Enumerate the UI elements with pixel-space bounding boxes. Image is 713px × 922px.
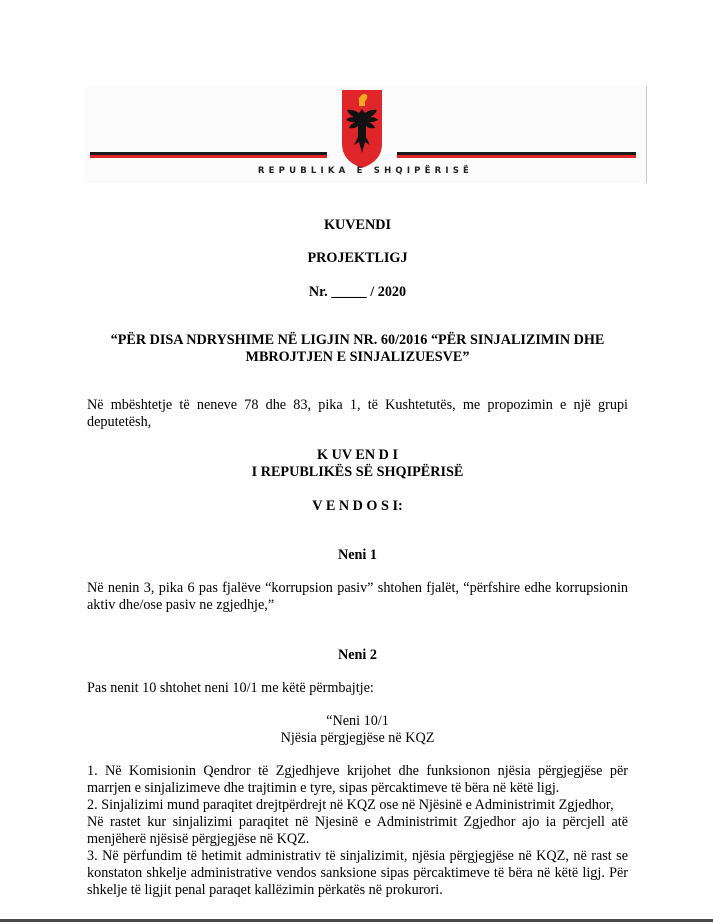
doc-number: Nr. _____ / 2020 [308,284,407,300]
coat-of-arms-icon [341,89,383,169]
preamble-paragraph [87,397,628,431]
assembly-name-line-2: I REPUBLIKËS SË SHQIPËRISË [251,464,464,480]
header-banner [85,86,647,183]
inserted-article-line: 3. Në përfundim të hetimit administrativ të sinjalizimit, njësia përgjegjëse në KQZ, në rast se [87,848,628,864]
doc-title-line-1: “PËR DISA NDRYSHIME NË LIGJIN NR. 60/2016 “PËR SINJALIZIMIN DHE [110,332,605,348]
inserted-article-line: konstaton shkelje administrative vendos sanksione sipas përcaktimeve të bëra në këtë ligj. Për [87,865,628,881]
inserted-article-body [87,763,628,899]
header-stripe-left-red [90,155,327,158]
inserted-article-line: marrjen e sinjalizimeve dhe trajtimin e tyre, sipas përcaktimeve të bëra në këtë ligj. [87,780,560,796]
article-1-line: Në nenin 3, pika 6 pas fjalëve “korrupsion pasiv” shtohen fjalët, “përfshire edhe korrupsionin [87,580,628,596]
inserted-article-line: Në rastet kur sinjalizimi paraqitet në Njesinë e Administrimit Zgjedhor ajo ia përcjell atë [87,814,628,830]
article-1-paragraph [87,580,628,614]
doc-type-heading: PROJEKTLIGJ [307,250,408,266]
assembly-name-line-1: K UV EN D I [317,447,398,463]
doc-title-line-2: MBROJTJEN E SINJALIZUESVE” [245,349,470,365]
preamble-line: Në mbështetje të neneve 78 dhe 83, pika 1, të Kushtetutës, me propozimin e një grupi [87,397,628,413]
decides-heading: V E N D O S I: [312,498,403,514]
assembly-heading: KUVENDI [323,217,391,233]
article-2-line: Pas nenit 10 shtohet neni 10/1 me këtë përmbajtje: [87,680,374,696]
article-1-heading: Neni 1 [337,547,377,563]
inserted-article-heading: “Neni 10/1 [326,713,389,729]
inserted-article-line: 1. Në Komisionin Qendror të Zgjedhjeve krijohet dhe funksionon njësia përgjegjëse për [87,763,628,779]
inserted-article-line: 2. Sinjalizimi mund paraqitet drejtpërdrejt në KQZ ose në Njësinë e Administrimit Zgjedhor, [87,797,614,813]
preamble-line: deputetësh, [87,414,152,430]
header-stripe-right-red [397,155,636,158]
article-2-paragraph [87,680,628,697]
article-1-line: aktiv dhe/ose pasiv ne zgjedhje,” [87,597,275,613]
inserted-article-line: menjëherë njësisë përgjegjëse në KQZ. [87,831,310,847]
inserted-article-line: shkelje të ligjit penal paraqet kallëzimin përkatës në prokurori. [87,882,443,898]
article-2-heading: Neni 2 [337,647,377,663]
inserted-article-subheading: Njësia përgjegjëse në KQZ [280,730,435,746]
header-caption: REPUBLIKA E SHQIPËRISË [257,166,474,176]
